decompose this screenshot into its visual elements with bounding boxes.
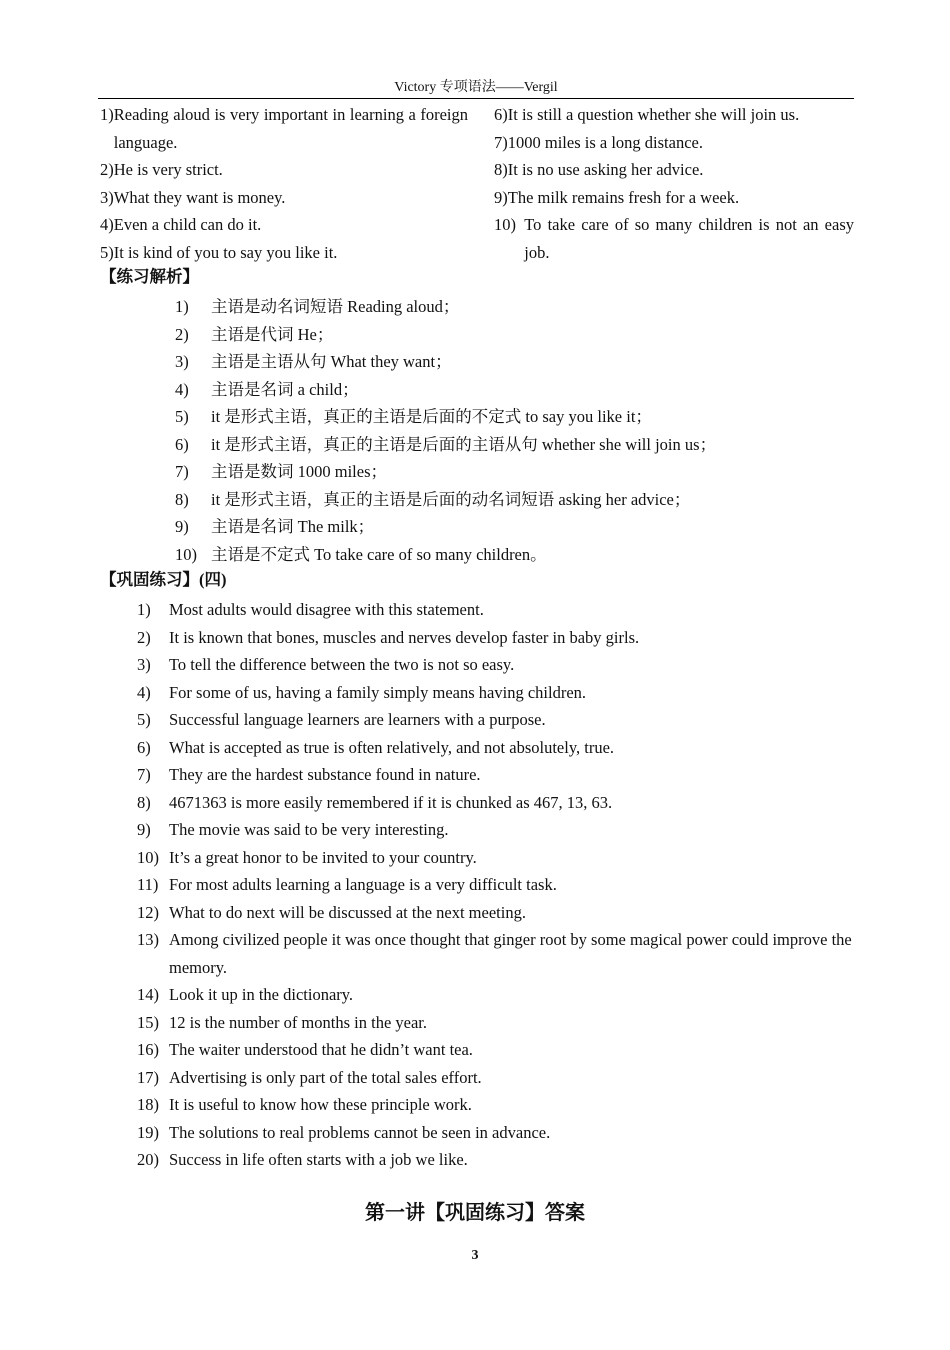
item-text: 主语是主语从句 What they want；	[211, 352, 452, 371]
answer-item	[494, 211, 854, 266]
exercise-list	[137, 596, 853, 1174]
item-number: 3)	[100, 187, 114, 207]
exercise-item	[137, 1119, 853, 1147]
analysis-list	[175, 293, 855, 568]
item-text: 4671363 is more easily remembered if it is chunked as 467, 13, 63.	[169, 792, 613, 812]
item-text: It is known that bones, muscles and nerves develop faster in baby girls.	[169, 627, 640, 647]
item-number: 15)	[137, 1012, 159, 1032]
item-text: It is no use asking her advice.	[507, 160, 704, 179]
item-text: To take care of so many children is not an easy job.	[524, 215, 854, 262]
item-text: What is accepted as true is often relatively, and not absolutely, true.	[169, 737, 615, 757]
item-number: 10)	[494, 215, 525, 234]
item-number: 12)	[137, 902, 159, 922]
exercise-item	[137, 679, 853, 707]
analysis-item	[175, 348, 855, 376]
answer-item	[100, 156, 470, 184]
answers-right-column	[494, 101, 854, 266]
answer-item	[100, 101, 470, 156]
item-text: The movie was said to be very interesting.	[169, 820, 449, 839]
analysis-item	[175, 293, 855, 321]
item-text: He is very strict.	[113, 160, 223, 179]
item-number: 2)	[137, 627, 151, 647]
item-text: 主语是代词 He；	[211, 324, 334, 344]
answer-item	[100, 184, 470, 212]
analysis-item	[175, 376, 855, 404]
item-number: 8)	[137, 792, 151, 812]
item-number: 8)	[494, 160, 508, 179]
exercise-item	[137, 981, 853, 1009]
page-header: Victory 专项语法——Vergil	[98, 78, 854, 99]
item-number: 5)	[175, 407, 189, 426]
item-text: 12 is the number of months in the year.	[169, 1012, 427, 1032]
analysis-item	[175, 513, 855, 541]
item-number: 20)	[137, 1150, 159, 1169]
item-number: 7)	[175, 462, 189, 481]
exercise-item	[137, 1064, 853, 1092]
answers-left-column	[100, 101, 470, 266]
item-number: 1)	[100, 105, 114, 124]
item-text: 主语是名词 The milk；	[211, 517, 375, 536]
item-number: 6)	[137, 737, 151, 757]
item-text: They are the hardest substance found in nature.	[169, 765, 481, 784]
analysis-item	[175, 458, 855, 486]
item-text: Advertising is only part of the total sales effort.	[169, 1067, 482, 1087]
item-number: 4)	[175, 379, 189, 399]
item-number: 17)	[137, 1067, 159, 1087]
item-text: What they want is money.	[113, 187, 286, 207]
item-number: 6)	[494, 105, 508, 124]
item-number: 7)	[137, 765, 151, 784]
item-number: 11)	[137, 875, 159, 894]
analysis-item	[175, 403, 855, 431]
item-text: 主语是不定式 To take care of so many children。	[211, 544, 547, 564]
item-number: 18)	[137, 1095, 159, 1114]
item-text: Among civilized people it was once thought that ginger root by some magical power could improve the memory.	[169, 930, 852, 977]
item-text: To tell the difference between the two is not so easy.	[169, 655, 515, 674]
page-number: 3	[471, 1248, 479, 1263]
item-text: It is useful to know how these principle work.	[169, 1095, 472, 1114]
exercise-item	[137, 899, 853, 927]
item-number: 4)	[137, 682, 151, 702]
section-title: 第一讲【巩固练习】答案	[365, 1202, 585, 1224]
item-number: 3)	[137, 655, 151, 674]
item-text: Reading aloud is very important in learning a foreign language.	[113, 105, 468, 152]
item-number: 16)	[137, 1040, 159, 1059]
item-number: 6)	[175, 434, 189, 454]
item-text: Look it up in the dictionary.	[169, 985, 354, 1004]
item-text: Most adults would disagree with this statement.	[169, 600, 484, 619]
exercise-item	[137, 761, 853, 789]
item-number: 14)	[137, 985, 159, 1004]
item-number: 9)	[175, 517, 189, 536]
answer-item	[100, 239, 470, 267]
item-text: 1000 miles is a long distance.	[507, 132, 703, 152]
exercise-item	[137, 1036, 853, 1064]
analysis-item	[175, 321, 855, 349]
item-text: What to do next will be discussed at the next meeting.	[169, 902, 526, 922]
item-text: 主语是动名词短语 Reading aloud；	[211, 297, 460, 316]
item-text: 主语是数词 1000 miles；	[211, 462, 387, 481]
item-number: 4)	[100, 215, 114, 234]
item-number: 2)	[100, 160, 114, 179]
item-number: 5)	[137, 710, 151, 729]
exercise-item	[137, 871, 853, 899]
item-text: it 是形式主语，真正的主语是后面的主语从句 whether she will join us；	[211, 434, 717, 454]
item-text: 主语是名词 a child；	[211, 379, 359, 399]
item-text: The solutions to real problems cannot be seen in advance.	[169, 1122, 551, 1142]
item-text: Success in life often starts with a job we like.	[169, 1150, 468, 1169]
item-text: For most adults learning a language is a very difficult task.	[169, 875, 557, 894]
item-number: 13)	[137, 930, 159, 949]
answer-item	[494, 101, 854, 129]
analysis-item	[175, 541, 855, 569]
item-text: For some of us, having a family simply means having children.	[169, 682, 587, 702]
exercise-item	[137, 1091, 853, 1119]
item-number: 10)	[175, 544, 197, 564]
exercise-item	[137, 596, 853, 624]
exercise-item	[137, 844, 853, 872]
item-number: 7)	[494, 132, 508, 152]
exercise-item	[137, 816, 853, 844]
item-number: 10)	[137, 847, 159, 867]
exercise-item	[137, 1009, 853, 1037]
item-text: it 是形式主语，真正的主语是后面的动名词短语 asking her advice；	[211, 489, 691, 509]
exercise-item	[137, 706, 853, 734]
item-number: 8)	[175, 489, 189, 509]
analysis-heading: 【练习解析】	[100, 267, 199, 286]
exercise-item	[137, 1146, 853, 1174]
analysis-item	[175, 486, 855, 514]
item-number: 19)	[137, 1122, 159, 1142]
exercise-item	[137, 734, 853, 762]
exercise-heading: 【巩固练习】(四)	[100, 570, 227, 589]
item-text: It is still a question whether she will join us.	[507, 105, 800, 124]
item-text: it 是形式主语，真正的主语是后面的不定式 to say you like it；	[211, 407, 652, 426]
exercise-item	[137, 624, 853, 652]
item-number: 2)	[175, 324, 189, 344]
item-number: 5)	[100, 242, 114, 262]
item-number: 3)	[175, 352, 189, 371]
item-number: 9)	[494, 187, 508, 207]
analysis-item	[175, 431, 855, 459]
answer-item	[100, 211, 470, 239]
item-text: The milk remains fresh for a week.	[507, 187, 740, 207]
exercise-item	[137, 926, 853, 981]
answer-item	[494, 129, 854, 157]
exercise-item	[137, 651, 853, 679]
exercise-item	[137, 789, 853, 817]
item-number: 1)	[137, 600, 151, 619]
item-number: 9)	[137, 820, 151, 839]
item-text: It is kind of you to say you like it.	[113, 242, 338, 262]
item-text: Successful language learners are learners with a purpose.	[169, 710, 546, 729]
item-text: Even a child can do it.	[113, 215, 262, 234]
item-text: It’s a great honor to be invited to your country.	[169, 847, 477, 867]
answer-item	[494, 184, 854, 212]
item-number: 1)	[175, 297, 189, 316]
answer-item	[494, 156, 854, 184]
item-text: The waiter understood that he didn’t want tea.	[169, 1040, 473, 1059]
